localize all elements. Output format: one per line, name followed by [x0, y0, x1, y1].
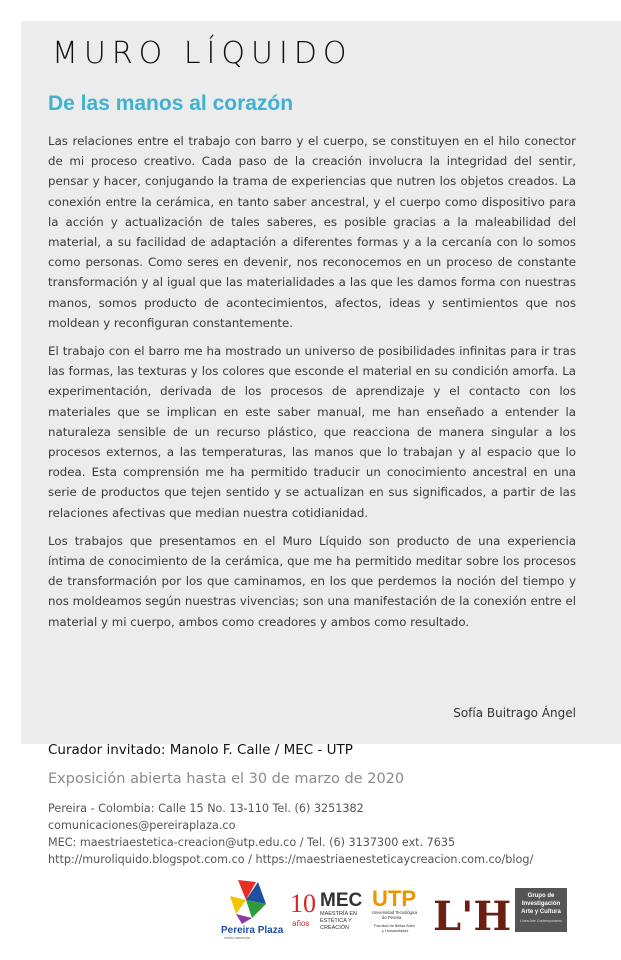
statement-text: [48, 131, 576, 640]
exhibition-dates: Exposición abierta hasta el 30 de marzo de 2020: [48, 771, 405, 787]
utp-line-4: y Humanidades: [382, 929, 409, 933]
pereira-plaza-logo: [220, 878, 286, 940]
paragraph-1: Las relaciones entre el trabajo con barro y el cuerpo, se constituyen en el hilo conector de mi proceso creativo. Cada paso de la creación involucra la integridad del sentir, pensar y hacer, conjugando la trama de experiencias que nutren los objetos creados. La conexión entre la cerámica, en tanto saber ancestral, y el cuerpo como dispositivo para la acción y actualización de tales saberes, es posible gracias a la maleabilidad del material, a su facilidad de adaptación a diferentes formas y a la cercanía con lo somos como personas. Como seres en devenir, nos reconocemos en un proceso de constante transformación y al igual que las materialidades a las que les damos forma con nuestras manos, somos producto de acontecimientos, afectos, ideas y sentimientos que nos moldean y reconfiguran constantemente.: [48, 134, 576, 330]
research-group-logo: [515, 888, 567, 932]
page-title: MURO LÍQUIDO: [52, 36, 353, 71]
pereira-plaza-name: Pereira Plaza: [221, 925, 284, 936]
mec-line-2: ESTÉTICA Y: [320, 918, 352, 924]
mec-acronym: MEC: [320, 890, 363, 911]
mec-contact-line[interactable]: MEC: maestriaestetica-creacion@utp.edu.co / Tel. (6) 3137300 ext. 7635: [48, 836, 456, 849]
email-line[interactable]: comunicaciones@pereiraplaza.co: [48, 819, 236, 832]
mec-line-1: MAESTRÍA EN: [320, 911, 357, 917]
address-line: Pereira - Colombia: Calle 15 No. 13-110 Tel. (6) 3251382: [48, 802, 364, 815]
paragraph-2: El trabajo con el barro me ha mostrado un universo de posibilidades infinitas para ir tras las formas, las texturas y los colores que esconde el material en su condición amorfa. La experimentación, derivada de los procesos de aprendizaje y el contacto con los materiales que se implican en este saber manual, me han enseñado a entender la naturaleza sensible de un recurso plástico, que reacciona de manera singular a los procesos externos, a las temperaturas, las manos que lo trabajan y al espacio que lo rodea. Esta comprensión me ha permitido traducir un conocimiento ancestral en una serie de productos que tejen sentido y se actualizan en sus significados, a partir de las relaciones afectivas que median nuestra cotidianidad.: [48, 344, 576, 520]
web-links-line[interactable]: http://muroliquido.blogspot.com.co / https://maestriaenesteticaycreacion.com.co/blog/: [48, 853, 534, 866]
utp-line-3: Facultad de Bellas Artes: [374, 924, 415, 928]
research-group-line-3: Arte y Cultura: [521, 909, 561, 915]
curator-line: Curador invitado: Manolo F. Calle / MEC - UTP: [48, 742, 353, 758]
paragraph-3: Los trabajos que presentamos en el Muro Líquido son producto de una experiencia íntima de conocimiento de la cerámica, que me ha permitido meditar sobre los procesos de transformación por los que caminamos, en los que perdemos la noción del tiempo y nos moldeamos según nuestras vivencias; son una manifestación de la conexión entre el material y mi cuerpo, ambos como creadores y ambos como resultado.: [48, 533, 576, 629]
utp-logo: [370, 882, 432, 938]
research-group-line-2: Investigación: [521, 901, 561, 907]
mec-years-word: años: [292, 919, 310, 928]
utp-line-2: de Pereira: [382, 915, 402, 920]
research-group-line-4: Línea Arte Contemporáneo: [519, 919, 563, 923]
pereira-purple-shape: [236, 914, 252, 924]
utp-line-1: Universidad Tecnológica: [372, 910, 418, 915]
mec-years: 10: [290, 889, 316, 918]
research-group-line-1: Grupo de: [527, 893, 555, 899]
pereira-yellow-shape: [230, 896, 246, 914]
mec-logo: [290, 884, 364, 936]
mec-line-3: CREACIÓN: [320, 925, 350, 931]
lh-mark: L'H: [433, 893, 512, 940]
page-subtitle: De las manos al corazón: [48, 92, 294, 115]
sponsor-logos: [220, 878, 580, 940]
contact-info: [48, 800, 533, 868]
utp-acronym: UTP: [372, 886, 416, 911]
lh-logo: [432, 884, 512, 940]
pereira-plaza-tagline: centro comercial: [224, 936, 250, 940]
author-signature: Sofía Buitrago Ángel: [453, 706, 576, 720]
